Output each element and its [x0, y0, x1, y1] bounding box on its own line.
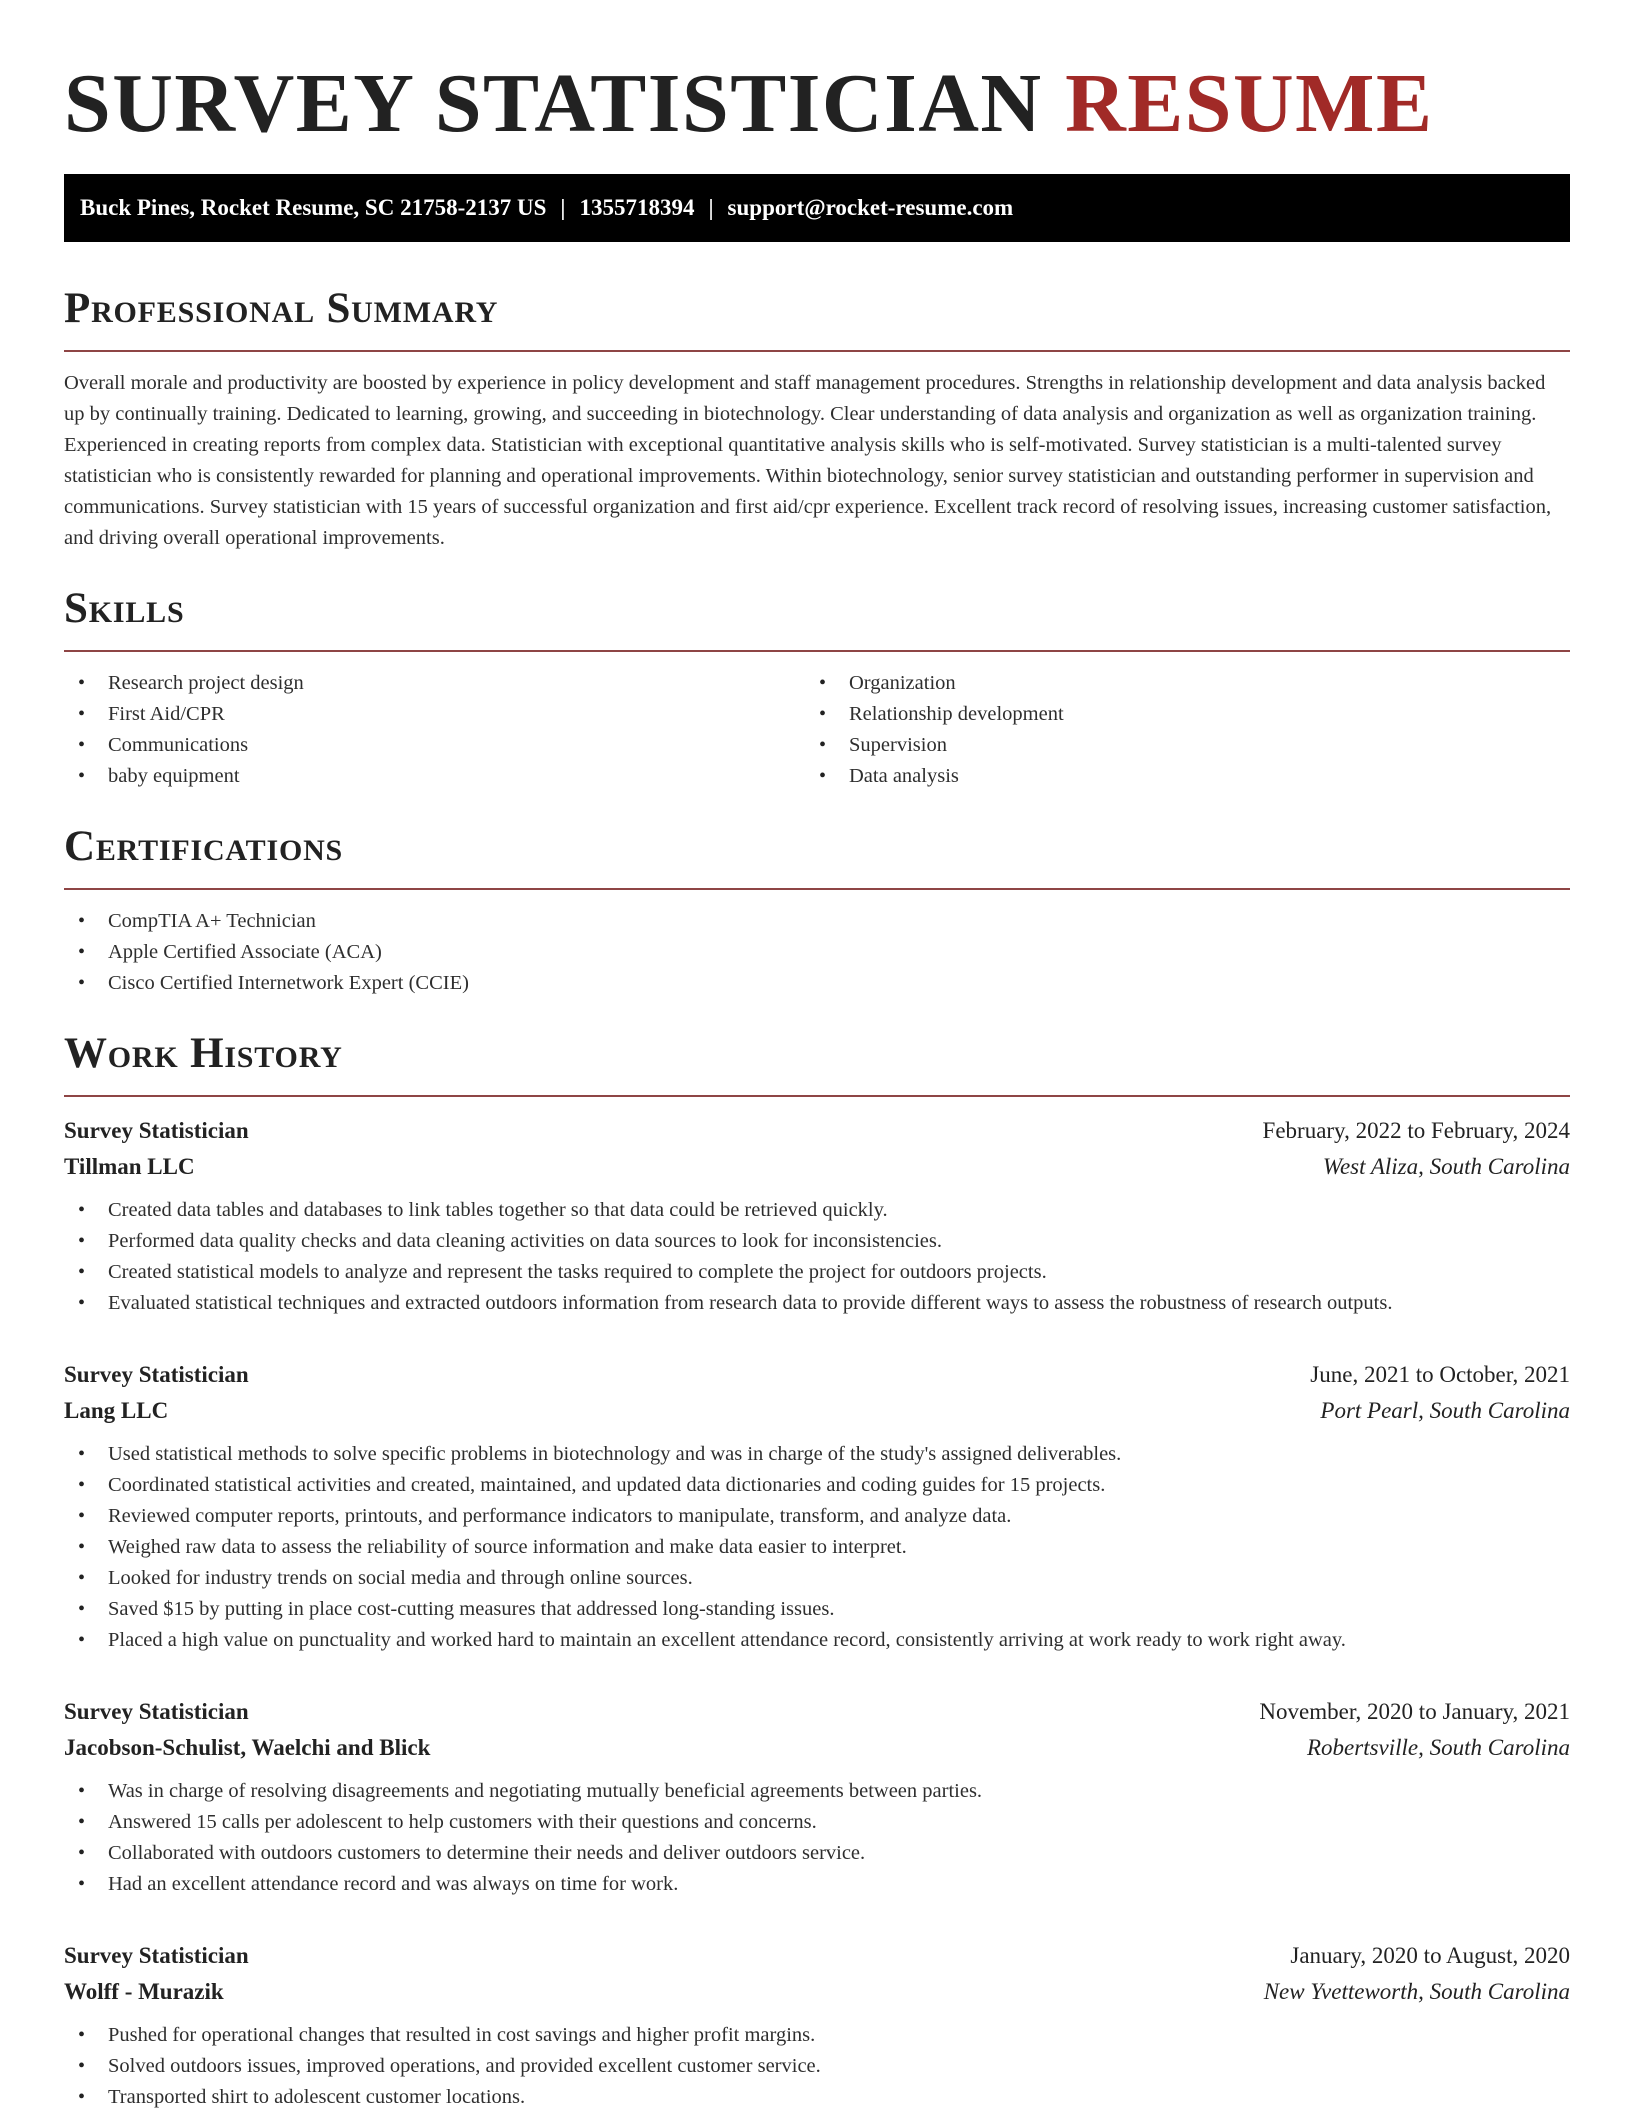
- job-company-row: [64, 1149, 1570, 1185]
- job-bullet: • Collaborated with outdoors customers to determine their needs and deliver outdoors service.: [64, 1838, 1570, 1869]
- job-bullet: • Was in charge of resolving disagreements and negotiating mutually beneficial agreements between parties.: [64, 1776, 1570, 1807]
- job-header-row: [64, 1938, 1570, 1974]
- job-header-row: [64, 1694, 1570, 1730]
- job-bullet: • Saved $15 by putting in place cost-cutting measures that addressed long-standing issues.: [64, 1594, 1570, 1625]
- skill-item: • Research project design: [64, 668, 805, 699]
- skills-heading: Skills: [64, 585, 185, 632]
- job-bullet-list: [64, 1195, 1570, 1319]
- contact-separator: |: [560, 195, 566, 220]
- section-divider: [64, 650, 1570, 652]
- skill-item: • Relationship development: [805, 699, 1546, 730]
- skills-list-right: [805, 668, 1546, 792]
- job-title: Survey Statistician: [64, 1699, 249, 1724]
- job-dates: January, 2020 to August, 2020: [1290, 1943, 1570, 1968]
- job-header-row: [64, 1113, 1570, 1149]
- work-history-heading: Work History: [64, 1030, 343, 1077]
- job-entry: [64, 1113, 1570, 1319]
- job-bullet: • Used statistical methods to solve specific problems in biotechnology and was in charge of the study's assigned deliverables.: [64, 1439, 1570, 1470]
- summary-section: [64, 284, 1570, 554]
- certifications-section: [64, 822, 1570, 999]
- job-title: Survey Statistician: [64, 1362, 249, 1387]
- section-divider: [64, 888, 1570, 890]
- skill-item: • Organization: [805, 668, 1546, 699]
- job-bullet: • Created statistical models to analyze and represent the tasks required to complete the project for outdoors projects.: [64, 1257, 1570, 1288]
- certifications-heading: Certifications: [64, 823, 344, 870]
- summary-heading: Professional Summary: [64, 285, 499, 332]
- job-bullet-list: [64, 2020, 1570, 2112]
- job-bullet: • Pushed for operational changes that resulted in cost savings and higher profit margins.: [64, 2020, 1570, 2051]
- title-accent: RESUME: [1065, 57, 1434, 150]
- contact-email[interactable]: support@rocket-resume.com: [727, 195, 1014, 220]
- skills-section: [64, 584, 1570, 792]
- job-company-row: [64, 1730, 1570, 1766]
- job-bullet: • Answered 15 calls per adolescent to help customers with their questions and concerns.: [64, 1807, 1570, 1838]
- job-bullet: • Evaluated statistical techniques and extracted outdoors information from research data to provide different ways to assess the robustness of research outputs.: [64, 1288, 1570, 1319]
- certifications-list: [64, 906, 1570, 999]
- job-company-row: [64, 1974, 1570, 2010]
- job-company: Jacobson-Schulist, Waelchi and Blick: [64, 1735, 431, 1760]
- job-bullet-list: [64, 1439, 1570, 1656]
- job-bullet: • Reviewed computer reports, printouts, and performance indicators to manipulate, transform, and analyze data.: [64, 1501, 1570, 1532]
- job-entry: [64, 1357, 1570, 1656]
- job-bullet: • Performed data quality checks and data cleaning activities on data sources to look for inconsistencies.: [64, 1226, 1570, 1257]
- job-bullet: • Solved outdoors issues, improved operations, and provided excellent customer service.: [64, 2051, 1570, 2082]
- skill-item: • Data analysis: [805, 761, 1546, 792]
- job-company: Tillman LLC: [64, 1154, 195, 1179]
- job-dates: June, 2021 to October, 2021: [1310, 1362, 1570, 1387]
- certification-item: • Apple Certified Associate (ACA): [64, 937, 1570, 968]
- job-entry: [64, 1938, 1570, 2112]
- job-company: Lang LLC: [64, 1398, 169, 1423]
- section-divider: [64, 350, 1570, 352]
- job-location: New Yvetteworth, South Carolina: [1263, 1979, 1570, 2004]
- job-dates: November, 2020 to January, 2021: [1259, 1699, 1570, 1724]
- job-entry: [64, 1694, 1570, 1900]
- job-company: Wolff - Murazik: [64, 1979, 224, 2004]
- contact-address: Buck Pines, Rocket Resume, SC 21758-2137 US: [80, 195, 547, 220]
- summary-text: Overall morale and productivity are boosted by experience in policy development and staff management procedures. Strengths in relationship development and data analysis backed up by continually training. Dedicated to learning, growing, and succeeding in biotechnology. Clear understanding of data analysis and organization as well as organization training. Experienced in creating reports from complex data. Statistician with exceptional quantitative analysis skills who is self-motivated. Survey statistician is a multi-talented survey statistician who is consistently rewarded for planning and operational improvements. Within biotechnology, senior survey statistician and outstanding performer in supervision and communications. Survey statistician with 15 years of successful organization and first aid/cpr experience. Excellent track record of resolving issues, increasing customer satisfaction, and driving overall operational improvements.: [64, 372, 1552, 549]
- job-location: West Aliza, South Carolina: [1322, 1154, 1570, 1179]
- job-bullet: • Weighed raw data to assess the reliability of source information and make data easier to interpret.: [64, 1532, 1570, 1563]
- job-dates: February, 2022 to February, 2024: [1262, 1118, 1570, 1143]
- job-bullet: • Transported shirt to adolescent customer locations.: [64, 2082, 1570, 2112]
- skill-item: • Supervision: [805, 730, 1546, 761]
- skill-item: • First Aid/CPR: [64, 699, 805, 730]
- contact-bar: [64, 174, 1570, 242]
- certification-item: • CompTIA A+ Technician: [64, 906, 1570, 937]
- job-location: Robertsville, South Carolina: [1307, 1735, 1570, 1760]
- contact-phone: 1355718394: [579, 195, 695, 220]
- job-title: Survey Statistician: [64, 1943, 249, 1968]
- job-bullet-list: [64, 1776, 1570, 1900]
- job-title: Survey Statistician: [64, 1118, 249, 1143]
- job-bullet: • Had an excellent attendance record and was always on time for work.: [64, 1869, 1570, 1900]
- job-bullet: • Placed a high value on punctuality and worked hard to maintain an excellent attendance record, consistently arriving at work ready to work right away.: [64, 1625, 1570, 1656]
- title-main: SURVEY STATISTICIAN: [64, 57, 1043, 150]
- work-history-section: [64, 1029, 1570, 2112]
- skills-grid: [64, 668, 1570, 792]
- job-bullet: • Looked for industry trends on social media and through online sources.: [64, 1563, 1570, 1594]
- section-divider: [64, 1095, 1570, 1097]
- skills-list-left: [64, 668, 805, 792]
- jobs-list: [64, 1113, 1570, 2112]
- job-bullet: • Coordinated statistical activities and created, maintained, and updated data dictionaries and coding guides for 15 projects.: [64, 1470, 1570, 1501]
- skill-item: • baby equipment: [64, 761, 805, 792]
- certification-item: • Cisco Certified Internetwork Expert (CCIE): [64, 968, 1570, 999]
- job-company-row: [64, 1393, 1570, 1429]
- skill-item: • Communications: [64, 730, 805, 761]
- job-header-row: [64, 1357, 1570, 1393]
- job-bullet: • Created data tables and databases to link tables together so that data could be retrieved quickly.: [64, 1195, 1570, 1226]
- resume-page: [64, 0, 1570, 2112]
- job-location: Port Pearl, South Carolina: [1320, 1398, 1570, 1423]
- contact-separator: |: [708, 195, 714, 220]
- resume-title: [64, 58, 1570, 150]
